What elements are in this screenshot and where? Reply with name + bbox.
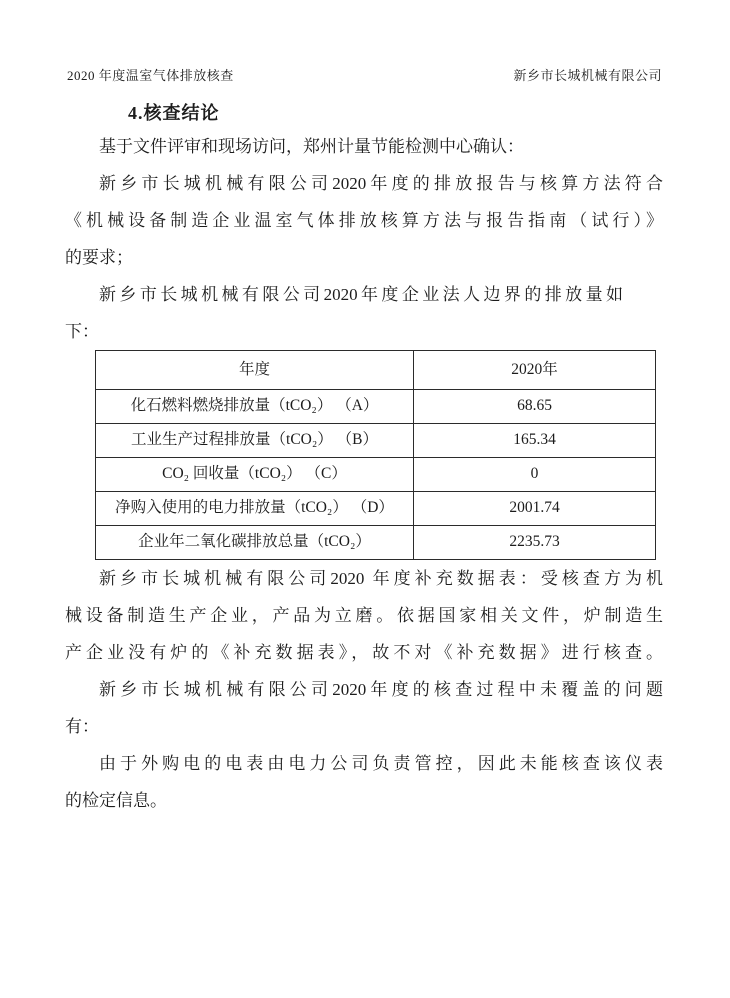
table-row	[96, 492, 656, 526]
paragraph-line: 有：	[65, 717, 99, 736]
year-value-cell: 2020年	[414, 351, 656, 390]
fossil-fuel-value-cell: 68.65	[414, 390, 656, 424]
paragraph-line: 下：	[65, 322, 99, 341]
total-emissions-value-cell: 2235.73	[414, 526, 656, 560]
paragraph-line: 基于文件评审和现场访问，郑州计量节能检测中心确认：	[99, 137, 524, 156]
document-body	[65, 128, 663, 819]
paragraph-line: 《机械设备制造企业温室气体排放核算方法与报告指南（试行）》	[65, 211, 663, 230]
section-heading: 4.核查结论	[128, 103, 220, 123]
fossil-fuel-label-cell: 化石燃料燃烧排放量（tCO₂） （A）	[96, 390, 414, 424]
table-row	[96, 351, 656, 390]
table-row	[96, 458, 656, 492]
table-row	[96, 526, 656, 560]
paragraph-line: 新乡市长城机械有限公司2020年度的核查过程中未覆盖的问题	[99, 680, 663, 699]
paragraph-line: 新乡市长城机械有限公司2020年度企业法人边界的排放量如	[99, 285, 623, 304]
paragraph-line: 的检定信息。	[65, 791, 167, 810]
co2-recovery-label-cell: CO₂ 回收量（tCO₂） （C）	[96, 458, 414, 492]
electricity-label-cell: 净购入使用的电力排放量（tCO₂） （D）	[96, 492, 414, 526]
paragraph-line: 的要求；	[65, 248, 133, 267]
paragraph-line: 新乡市长城机械有限公司2020年度的排放报告与核算方法符合	[99, 174, 663, 193]
year-header-cell: 年度	[96, 351, 414, 390]
total-emissions-label-cell: 企业年二氧化碳排放总量（tCO₂）	[96, 526, 414, 560]
paragraph-line: 产企业没有炉的《补充数据表》，故不对《补充数据》进行核查。	[65, 643, 663, 662]
co2-recovery-value-cell: 0	[414, 458, 656, 492]
paragraph-line: 械设备制造生产企业，产品为立磨。依据国家相关文件，炉制造生	[65, 606, 663, 625]
electricity-value-cell: 2001.74	[414, 492, 656, 526]
header-right-text: 新乡市长城机械有限公司	[513, 68, 662, 83]
table-row	[96, 424, 656, 458]
paragraph-line: 由于外购电的电表由电力公司负责管控，因此未能核查该仪表	[99, 754, 663, 773]
industrial-process-label-cell: 工业生产过程排放量（tCO₂） （B）	[96, 424, 414, 458]
table-row	[96, 390, 656, 424]
paragraph-line: 新乡市长城机械有限公司2020 年度补充数据表：受核查方为机	[99, 569, 663, 588]
emissions-table	[95, 350, 656, 560]
page-header	[67, 65, 662, 84]
industrial-process-value-cell: 165.34	[414, 424, 656, 458]
header-left-text: 2020 年度温室气体排放核查	[67, 68, 234, 83]
